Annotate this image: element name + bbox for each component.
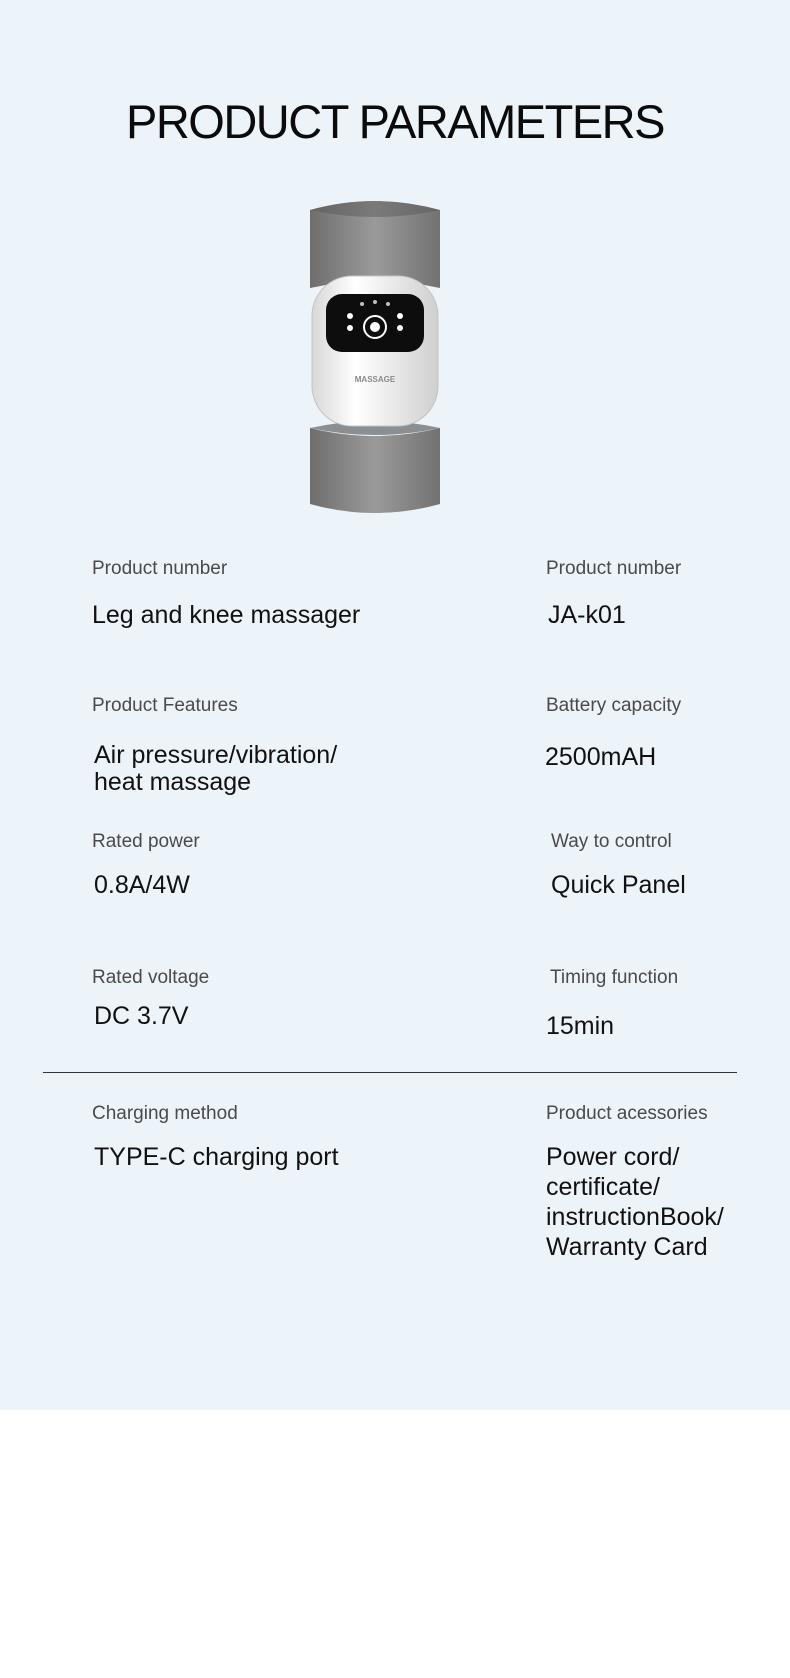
product-number-value: JA-k01 xyxy=(548,601,626,629)
battery-capacity-value: 2500mAH xyxy=(545,743,657,771)
knee-massager-product-image xyxy=(300,196,450,526)
way-to-control-value: Quick Panel xyxy=(551,871,686,899)
rated-voltage-label: Rated voltage xyxy=(92,967,210,988)
battery-capacity-label: Battery capacity xyxy=(546,695,682,716)
product-accessories-value-line1: Power cord/ xyxy=(546,1143,680,1171)
product-accessories-label: Product acessories xyxy=(546,1103,708,1124)
way-to-control-label: Way to control xyxy=(551,831,672,852)
page-title: PRODUCT PARAMETERS xyxy=(126,95,664,148)
timing-function-value: 15min xyxy=(546,1012,615,1040)
product-name-value: Leg and knee massager xyxy=(92,601,361,629)
product-name-label: Product number xyxy=(92,558,228,579)
timing-function-label: Timing function xyxy=(550,967,679,988)
rated-power-value: 0.8A/4W xyxy=(94,871,190,899)
section-divider xyxy=(43,1072,737,1073)
product-features-label: Product Features xyxy=(92,695,238,716)
product-features-value-line2: heat massage xyxy=(94,768,252,796)
product-accessories-value-line4: Warranty Card xyxy=(546,1233,708,1261)
rated-voltage-value: DC 3.7V xyxy=(94,1002,189,1030)
product-brand-mark: MASSAGE xyxy=(354,375,396,384)
product-accessories-value-line2: certificate/ xyxy=(546,1173,660,1201)
product-features-value-line1: Air pressure/vibration/ xyxy=(94,741,338,769)
rated-power-label: Rated power xyxy=(92,831,200,852)
charging-method-value: TYPE-C charging port xyxy=(94,1143,339,1171)
charging-method-label: Charging method xyxy=(92,1103,238,1124)
product-number-label: Product number xyxy=(546,558,682,579)
product-accessories-value-line3: instructionBook/ xyxy=(546,1203,724,1231)
